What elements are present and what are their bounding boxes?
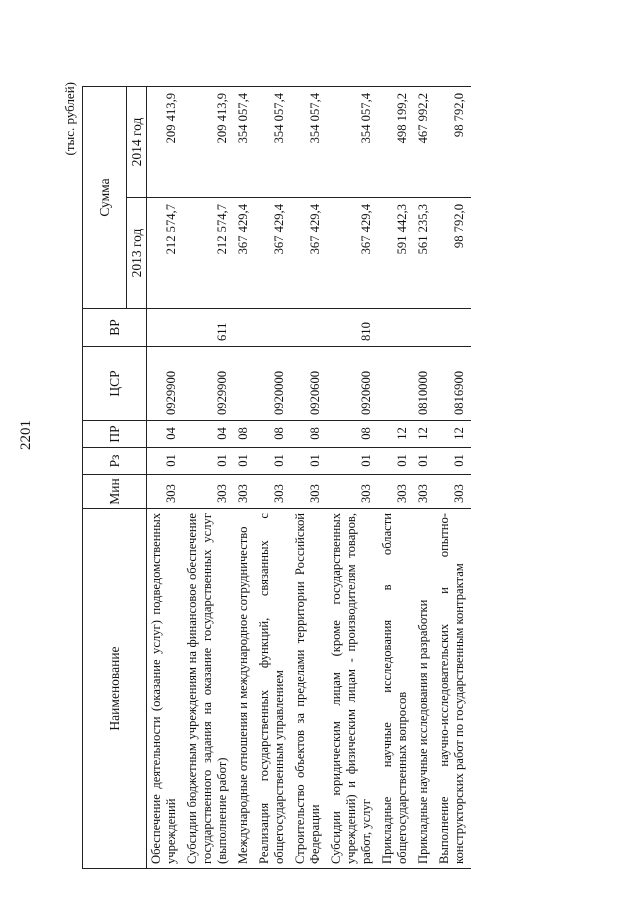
- row-sum-2014: 354 057,4: [327, 86, 378, 197]
- row-name: Субсидии бюджетным учреждениям на финансовое обеспечение государственного задания на оказание государственных услуг (выполнение работ): [183, 509, 234, 869]
- row-vr: [234, 309, 255, 347]
- row-pr: 08: [255, 421, 291, 448]
- row-sum-2013: 98 792,0: [435, 198, 471, 309]
- header-vr: ВР: [83, 309, 147, 347]
- header-name: Наименование: [83, 509, 147, 869]
- header-min: Мин: [83, 475, 147, 509]
- row-csr: 0810000: [414, 347, 435, 421]
- row-sum-2013: 561 235,3: [414, 198, 435, 309]
- row-vr: [291, 309, 327, 347]
- header-csr: ЦСР: [83, 347, 147, 421]
- row-rz: 01: [435, 448, 471, 475]
- row-rz: 01: [234, 448, 255, 475]
- row-min: 303: [435, 475, 471, 509]
- row-vr: [255, 309, 291, 347]
- table-row: [414, 86, 435, 868]
- header-rz: Рз: [83, 448, 147, 475]
- row-rz: 01: [291, 448, 327, 475]
- row-pr: 12: [378, 421, 414, 448]
- table-row: [327, 86, 378, 868]
- row-sum-2014: 467 992,2: [414, 86, 435, 197]
- row-sum-2014: 354 057,4: [255, 86, 291, 197]
- page-number: 2201: [18, 420, 34, 450]
- row-pr: 08: [234, 421, 255, 448]
- row-csr: [378, 347, 414, 421]
- table-row: [183, 86, 234, 868]
- header-pr: ПР: [83, 421, 147, 448]
- row-csr: 0929900: [147, 347, 184, 421]
- table-row: [234, 86, 255, 868]
- row-pr: 08: [327, 421, 378, 448]
- row-sum-2013: 367 429,4: [327, 198, 378, 309]
- row-sum-2013: 367 429,4: [255, 198, 291, 309]
- row-name: Международные отношения и международное сотрудничество: [234, 509, 255, 869]
- table-row: [147, 86, 184, 868]
- row-vr: [414, 309, 435, 347]
- row-min: 303: [147, 475, 184, 509]
- row-csr: 0920600: [291, 347, 327, 421]
- row-rz: 01: [147, 448, 184, 475]
- row-csr: 0816900: [435, 347, 471, 421]
- row-vr: [147, 309, 184, 347]
- row-name: Реализация государственных функций, связанных с общегосударственным управлением: [255, 509, 291, 869]
- table-row: [435, 86, 471, 868]
- row-min: 303: [414, 475, 435, 509]
- table-row: [291, 86, 327, 868]
- row-csr: 0920600: [327, 347, 378, 421]
- row-name: Прикладные научные исследования в области общегосударственных вопросов: [378, 509, 414, 869]
- row-pr: 04: [183, 421, 234, 448]
- row-sum-2014: 209 413,9: [183, 86, 234, 197]
- row-vr: 611: [183, 309, 234, 347]
- row-min: 303: [378, 475, 414, 509]
- row-csr: 0920000: [255, 347, 291, 421]
- row-pr: 12: [414, 421, 435, 448]
- row-name: Строительство объектов за пределами территории Российской Федерации: [291, 509, 327, 869]
- row-vr: [435, 309, 471, 347]
- row-vr: 810: [327, 309, 378, 347]
- row-name: Выполнение научно-исследовательских и опытно-конструкторских работ по государственным контрактам: [435, 509, 471, 869]
- row-min: 303: [234, 475, 255, 509]
- row-sum-2013: 367 429,4: [291, 198, 327, 309]
- row-name: Прикладные научные исследования и разработки: [414, 509, 435, 869]
- row-csr: [234, 347, 255, 421]
- row-sum-2014: 498 199,2: [378, 86, 414, 197]
- row-vr: [378, 309, 414, 347]
- row-pr: 08: [291, 421, 327, 448]
- row-sum-2014: 354 057,4: [291, 86, 327, 197]
- row-rz: 01: [327, 448, 378, 475]
- header-year-2013: 2013 год: [127, 198, 147, 309]
- row-rz: 01: [255, 448, 291, 475]
- header-sum: Сумма: [83, 86, 127, 308]
- table-row: [378, 86, 414, 868]
- table-row: [255, 86, 291, 868]
- row-rz: 01: [183, 448, 234, 475]
- row-sum-2013: 212 574,7: [147, 198, 184, 309]
- header-year-2014: 2014 год: [127, 86, 147, 197]
- row-sum-2013: 212 574,7: [183, 198, 234, 309]
- row-csr: 0929900: [183, 347, 234, 421]
- row-rz: 01: [378, 448, 414, 475]
- row-sum-2013: 367 429,4: [234, 198, 255, 309]
- row-pr: 12: [435, 421, 471, 448]
- row-min: 303: [255, 475, 291, 509]
- row-sum-2014: 209 413,9: [147, 86, 184, 197]
- row-rz: 01: [414, 448, 435, 475]
- row-pr: 04: [147, 421, 184, 448]
- row-sum-2014: 98 792,0: [435, 86, 471, 197]
- units-label: (тыс. рублей): [62, 82, 77, 156]
- row-name: Обеспечение деятельности (оказание услуг) подведомственных учреждений: [147, 509, 184, 869]
- row-min: 303: [327, 475, 378, 509]
- row-name: Субсидии юридическим лицам (кроме государственных учреждений) и физическим лицам - производителям товаров, работ, услуг: [327, 509, 378, 869]
- row-sum-2014: 354 057,4: [234, 86, 255, 197]
- row-min: 303: [291, 475, 327, 509]
- budget-table: [82, 86, 471, 869]
- row-min: 303: [183, 475, 234, 509]
- row-sum-2013: 591 442,3: [378, 198, 414, 309]
